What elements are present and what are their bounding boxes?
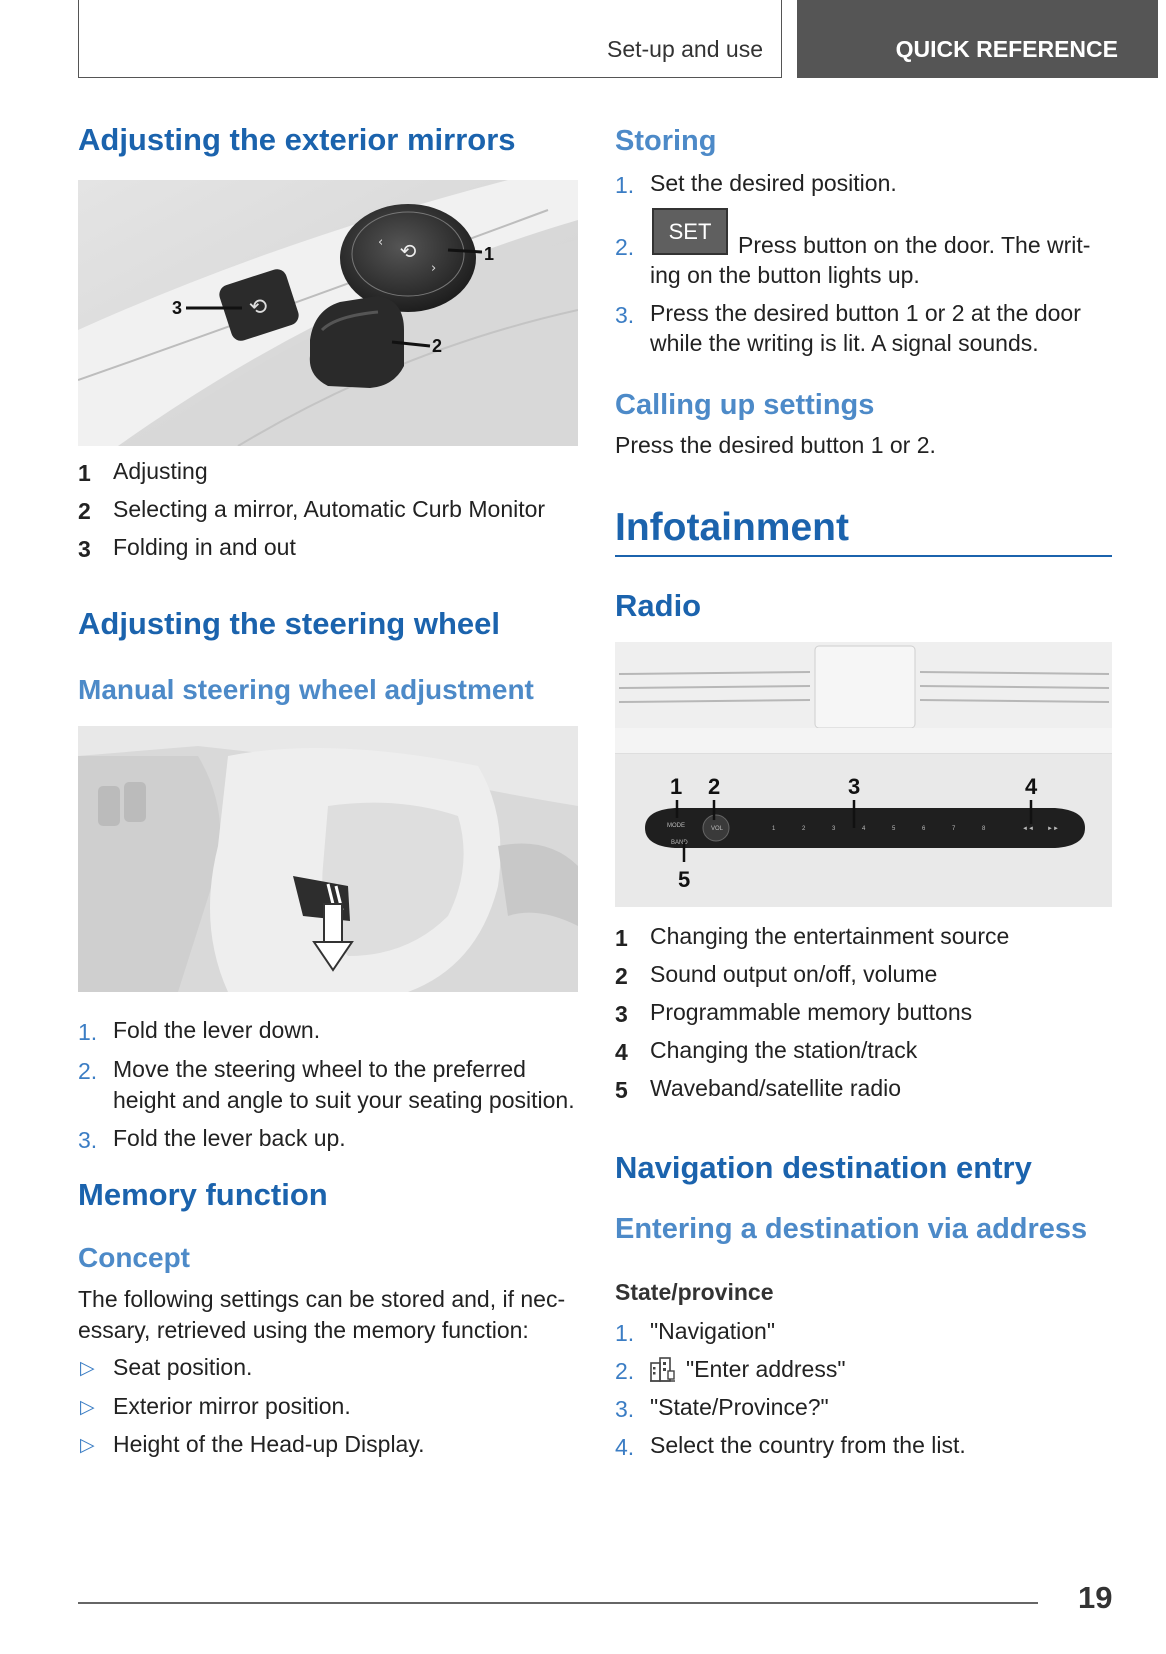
- infotainment-heading: Infotainment: [615, 506, 849, 549]
- radio-legend-num-4: 4: [615, 1039, 628, 1065]
- radio-legend-num-2: 2: [615, 963, 628, 989]
- page-number: 19: [1078, 1580, 1113, 1615]
- memory-heading: Memory function: [78, 1177, 328, 1212]
- nav-step-text-2: "Enter address": [686, 1356, 846, 1382]
- preset-7-label: 7: [952, 826, 956, 832]
- radio-legend-text-4: Changing the station/track: [650, 1037, 918, 1063]
- header-section-title: Set-up and use: [606, 36, 763, 62]
- header-section-box: [78, 0, 782, 78]
- radio-legend-num-1: 1: [615, 925, 628, 951]
- storing-step-text-2b: ing on the button lights up.: [650, 262, 920, 288]
- mirror-legend-num-2: 2: [78, 498, 91, 524]
- steering-step-text-2b: height and angle to suit your seating position.: [113, 1087, 575, 1113]
- preset-4-label: 4: [862, 826, 866, 832]
- steering-lever-illustration: [78, 726, 578, 992]
- bullet-triangle-icon: ▷: [80, 1435, 95, 1456]
- storing-step-num-3: 3.: [615, 302, 635, 328]
- set-button-icon: SET: [652, 208, 728, 255]
- memory-bullet-3: Height of the Head-up Display.: [113, 1431, 425, 1457]
- calling-text: Press the desired button 1 or 2.: [615, 432, 936, 458]
- callout-2: 2: [432, 336, 443, 356]
- steering-step-num-3: 3.: [78, 1127, 98, 1153]
- svg-text:⟲: ⟲: [248, 295, 268, 320]
- mirror-legend-num-1: 1: [78, 460, 91, 486]
- storing-step-num-2: 2.: [615, 234, 635, 260]
- vol-knob-label: VOL: [711, 826, 724, 832]
- concept-text-line-2: essary, retrieved using the memory function:: [78, 1317, 529, 1343]
- map-address-icon: [648, 1355, 676, 1388]
- calling-heading: Calling up settings: [615, 389, 875, 421]
- nav-step-text-1: "Navigation": [650, 1318, 776, 1344]
- nav-step-text-3: "State/Province?": [650, 1394, 829, 1420]
- preset-2-label: 2: [802, 826, 806, 832]
- quick-reference-tab[interactable]: [797, 0, 1158, 78]
- radio-legend-num-5: 5: [615, 1077, 628, 1103]
- radio-legend-text-2: Sound output on/off, volume: [650, 961, 938, 987]
- nav-step-num-1: 1.: [615, 1320, 635, 1346]
- memory-bullet-2: Exterior mirror position.: [113, 1393, 351, 1419]
- concept-heading: Concept: [78, 1242, 190, 1273]
- preset-8-label: 8: [982, 826, 986, 832]
- steering-step-num-2: 2.: [78, 1058, 98, 1084]
- mirror-legend-text-1: Adjusting: [113, 458, 208, 484]
- storing-step-text-2a: Press button on the door. The writ-: [738, 232, 1091, 258]
- seek-back-label: ◄◄: [1022, 826, 1034, 832]
- steering-heading: Adjusting the steering wheel: [78, 606, 500, 641]
- nav-step-num-3: 3.: [615, 1396, 635, 1422]
- infotainment-rule: [615, 555, 1112, 557]
- radio-heading: Radio: [615, 588, 702, 623]
- preset-5-label: 5: [892, 826, 896, 832]
- state-province-subheading: State/province: [615, 1279, 774, 1305]
- steering-step-text-3: Fold the lever back up.: [113, 1125, 346, 1151]
- storing-step-text-1: Set the desired position.: [650, 170, 897, 196]
- svg-text:‹: ‹: [378, 235, 384, 250]
- concept-text-line-1: The following settings can be stored and, if nec-: [78, 1286, 566, 1312]
- preset-1-label: 1: [772, 826, 776, 832]
- preset-3-label: 3: [832, 826, 836, 832]
- mirror-legend-num-3: 3: [78, 536, 91, 562]
- nav-step-num-4: 4.: [615, 1434, 635, 1460]
- memory-bullet-1: Seat position.: [113, 1354, 253, 1380]
- navigation-subheading: Entering a destination via address: [615, 1213, 1088, 1245]
- storing-heading: Storing: [615, 125, 717, 157]
- mirror-legend-text-3: Folding in and out: [113, 534, 296, 560]
- quick-reference-label: QUICK REFERENCE: [895, 36, 1118, 62]
- radio-panel-illustration: [615, 642, 1112, 907]
- storing-step-text-3b: while the writing is lit. A signal sounds.: [650, 330, 1039, 356]
- seek-forward-label: ►►: [1047, 826, 1059, 832]
- steering-subheading: Manual steering wheel adjustment: [78, 674, 534, 705]
- mirror-controls-illustration: [78, 180, 578, 446]
- callout-1: 1: [484, 244, 495, 264]
- band-button-label: BAND: [671, 840, 688, 846]
- svg-text:›: ›: [431, 261, 437, 276]
- radio-panel-figure: [615, 642, 1112, 907]
- steering-step-num-1: 1.: [78, 1019, 98, 1045]
- mode-button-label: MODE: [667, 823, 685, 829]
- steering-step-text-2a: Move the steering wheel to the preferred: [113, 1056, 526, 1082]
- radio-legend-text-5: Waveband/satellite radio: [650, 1075, 902, 1101]
- navigation-heading: Navigation destination entry: [615, 1150, 1032, 1185]
- nav-step-num-2: 2.: [615, 1358, 635, 1384]
- steering-lever-figure: [78, 726, 578, 992]
- bullet-triangle-icon: ▷: [80, 1358, 95, 1379]
- radio-callout-1: 1: [670, 774, 683, 799]
- mirror-legend-text-2: Selecting a mirror, Automatic Curb Monitor: [113, 496, 546, 522]
- bullet-triangle-icon: ▷: [80, 1397, 95, 1418]
- radio-legend-text-3: Programmable memory buttons: [650, 999, 973, 1025]
- mirrors-heading: Adjusting the exterior mirrors: [78, 122, 516, 157]
- storing-step-num-1: 1.: [615, 172, 635, 198]
- nav-step-text-4: Select the country from the list.: [650, 1432, 966, 1458]
- preset-6-label: 6: [922, 826, 926, 832]
- callout-3: 3: [172, 298, 183, 318]
- radio-legend-text-1: Changing the entertainment source: [650, 923, 1010, 949]
- radio-callout-5: 5: [678, 867, 691, 892]
- steering-step-text-1: Fold the lever down.: [113, 1017, 321, 1043]
- radio-legend-num-3: 3: [615, 1001, 628, 1027]
- radio-callout-2: 2: [708, 774, 721, 799]
- down-arrow-shaft: [324, 904, 342, 944]
- mirror-controls-figure: [78, 180, 578, 446]
- radio-callout-4: 4: [1025, 774, 1038, 799]
- storing-step-text-3a: Press the desired button 1 or 2 at the door: [650, 300, 1081, 326]
- footer-rule: [78, 1602, 1038, 1604]
- svg-text:⟲: ⟲: [399, 239, 417, 263]
- radio-callout-3: 3: [848, 774, 861, 799]
